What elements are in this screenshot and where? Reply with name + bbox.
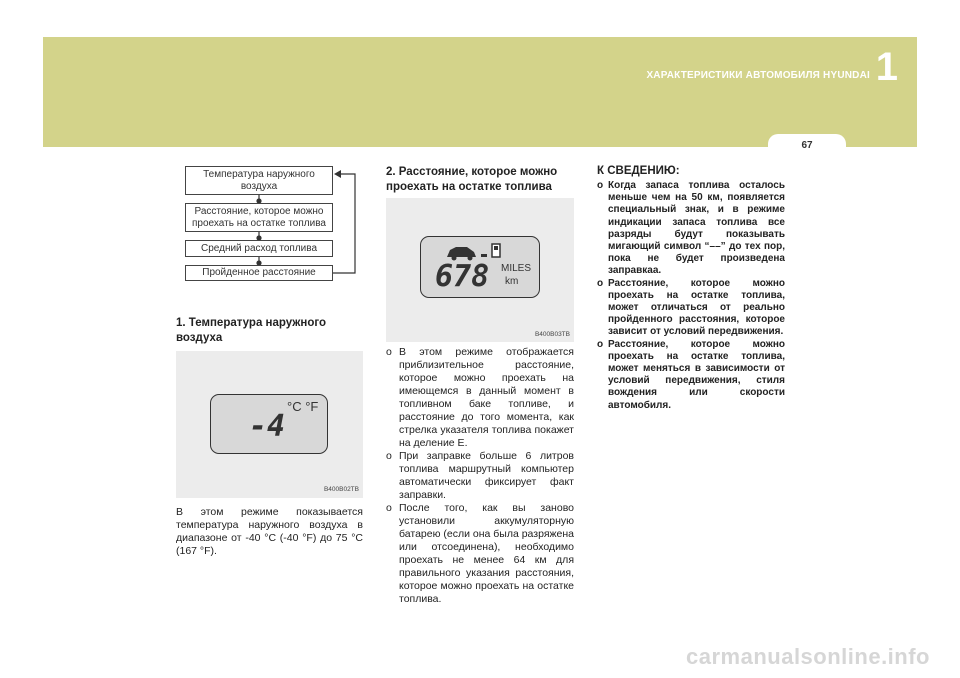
range-lcd-screen [420,236,540,298]
unit-km: km [505,276,519,287]
car-fuel-icon [445,241,505,261]
temp-display-panel [176,351,363,498]
info-bullets [597,180,785,412]
flow-item-trip-distance: Пройденное расстояние [185,265,333,281]
footer-watermark: carmanualsonline.info [686,644,930,669]
info-bullet: o Расстояние, которое можно проехать на остатке топлива, может меняться в зависимости от условий передвижения, стиля вождения или скорости автомобиля. [597,338,785,411]
temp-lcd-screen [210,394,328,454]
temp-units: °C °F [287,399,319,414]
section2-bullet: o В этом режиме отображается приблизительное расстояние, которое можно проехать на имеющемся в данный момент в топливном баке топливе, и расстояние до того момента, как стрелка указателя топлива покажет на деление E. [386,346,574,449]
range-display-panel [386,198,574,342]
section1-text: В этом режиме показывается температура наружного воздуха в диапазоне от -40 °C (-40 °F) до 75 °C (167 °F). [176,506,363,557]
flow-item-outside-temp: Температура наружного воздуха [185,166,333,195]
figure-caption-1: B400B02TB [323,486,359,493]
temp-display-value: -4 [249,409,286,444]
section2-heading: 2. Расстояние, которое можно проехать на остатке топлива [386,166,558,193]
section2-bullet: o При заправке больше 6 литров топлива маршрутный компьютер автоматически фиксирует факт заправки. [386,450,574,501]
figure-caption-2: B400B03TB [534,331,570,338]
unit-miles: MILES [501,263,532,274]
info-bullet: o Расстояние, которое можно проехать на остатке топлива, может отличаться от реально пройденного расстояния, которое зависит от условий передвижения. [597,277,785,338]
flow-item-distance-to-empty: Расстояние, которое можно проехать на остатке топлива [185,203,333,232]
section1-heading: 1. Температура наружного воздуха [176,317,327,344]
section2-bullets [386,346,574,606]
range-display-value: 678 [435,259,490,294]
info-bullet: o Когда запаса топлива осталось меньше чем на 50 км, появляется специальный знак, и в режиме индикации запаса топлива все разряды будут показывать мигающий символ “––” до тех пор, пока не будет произведена заправкаа. [597,180,785,277]
page-number: 67 [801,140,813,151]
info-title: К СВЕДЕНИЮ: [597,165,680,177]
flow-item-avg-consumption: Средний расход топлива [185,240,333,257]
section-title: ХАРАКТЕРИСТИКИ АВТОМОБИЛЯ HYUNDAI [646,70,870,81]
section2-bullet: o После того, как вы заново установили аккумуляторную батарею (если она была разряжена или отсоединена), необходимо проехать не менее 64 км для правильного указания расстояния, которое можно проехать на остатке топлива. [386,502,575,605]
chapter-number: 1 [875,45,898,89]
